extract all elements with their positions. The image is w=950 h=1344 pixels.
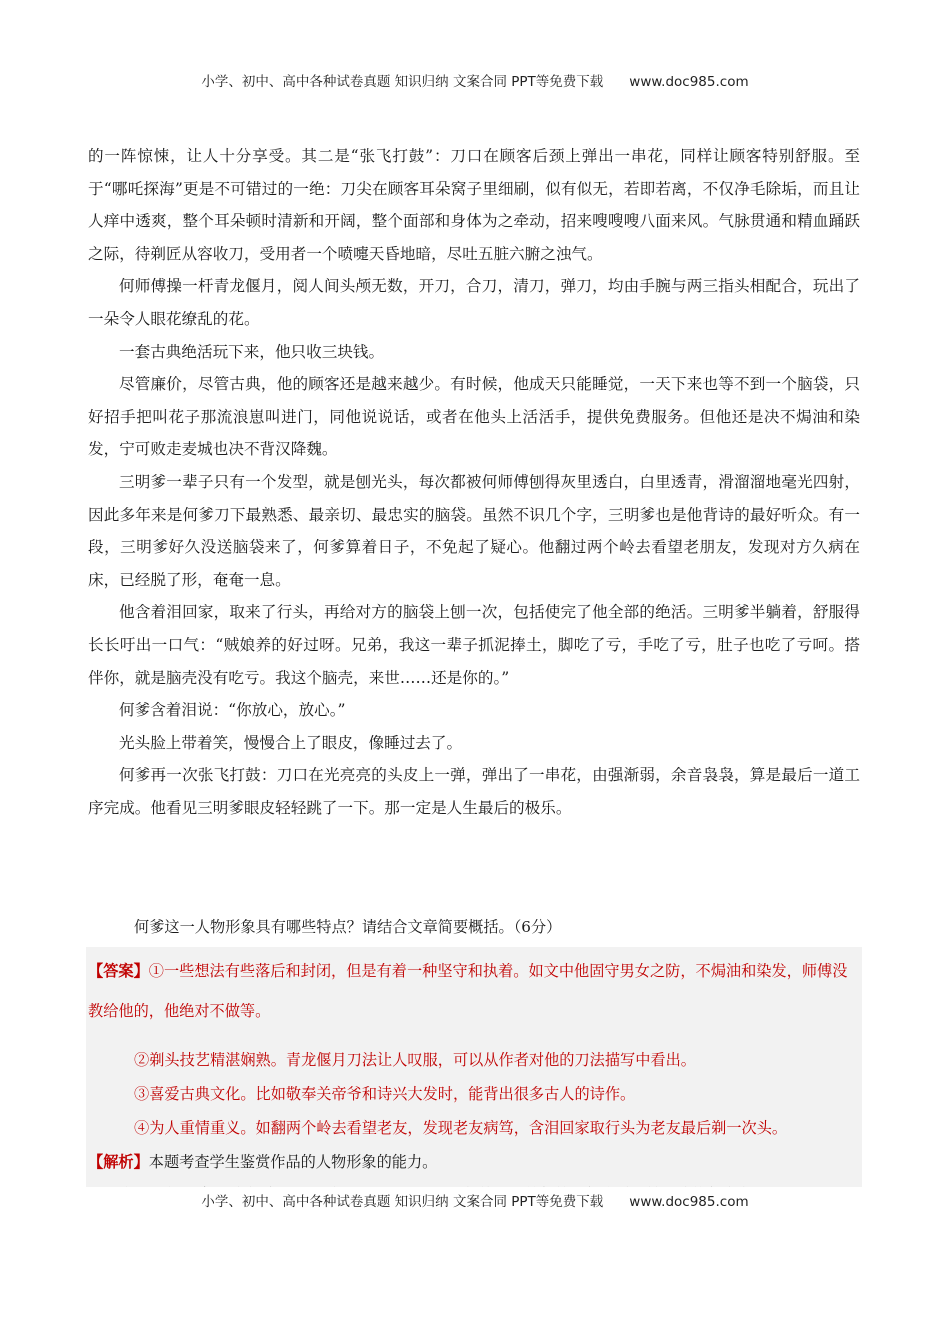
footer-text: 小学、初中、高中各种试卷真题 知识归纳 文案合同 PPT等免费下载	[201, 1194, 604, 1210]
analysis-text: 本题考查学生鉴赏作品的人物形象的能力。	[148, 1153, 438, 1171]
question-text: 何爹这一人物形象具有哪些特点？请结合文章简要概括。（6分）	[134, 918, 562, 936]
paragraph-1: 的一阵惊悚，让人十分享受。其二是“张飞打鼓”：刀口在顾客后颈上弹出一串花，同样让顾客特别舒服。至于“哪吒探海”更是不可错过的一绝：刀尖在顾客耳朵窝子里细刷，似有似无，若即若离，不仅净毛除垢，而且让人痒中透爽，整个耳朵顿时清新和开阔，整个面部和身体为之牵动，招来嗖嗖嗖八面来风。气脉贯通和精血踊跃之际，待剃匠从容收刀，受用者一个喷嚏天昏地暗，尽吐五脏六腑之浊气。	[88, 147, 860, 263]
paragraph-2: 何师傅操一杆青龙偃月，阅人间头颅无数，开刀，合刀，清刀，弹刀，均由手腕与两三指头相配合，玩出了一朵令人眼花缭乱的花。	[88, 277, 860, 328]
paragraph-3: 一套古典绝活玩下来，他只收三块钱。	[119, 342, 385, 361]
footer-url[interactable]: www.doc985.com	[629, 1194, 749, 1210]
paragraph-7: 何爹含着泪说：“你放心，放心。”	[119, 701, 346, 720]
answer-item-2: ②剃头技艺精湛娴熟。青龙偃月刀法让人叹服，可以从作者对他的刀法描写中看出。	[134, 1051, 696, 1069]
header-url[interactable]: www.doc985.com	[629, 74, 749, 90]
answer-item-1	[88, 951, 860, 1031]
answer-tag: 【答案】	[88, 962, 149, 980]
paragraph-9: 何爹再一次张飞打鼓：刀口在光亮亮的头皮上一弹，弹出了一串花，由强渐弱，余音袅袅，算是最后一道工序完成。他看见三明爹眼皮轻轻跳了一下。那一定是人生最后的极乐。	[88, 766, 860, 817]
analysis-line	[88, 1150, 860, 1174]
answer-box	[86, 947, 862, 1187]
paragraph-5: 三明爹一辈子只有一个发型，就是刨光头，每次都被何师傅刨得灰里透白，白里透青，滑溜溜地毫光四射，因此多年来是何爹刀下最熟悉、最亲切、最忠实的脑袋。虽然不识几个字，三明爹也是他背诗的最好听众。有一段，三明爹好久没送脑袋来了，何爹算着日子，不免起了疑心。他翻过两个岭去看望老朋友，发现对方久病在床，已经脱了形，奄奄一息。	[88, 472, 860, 589]
paragraph-4: 尽管廉价，尽管古典，他的顾客还是越来越少。有时候，他成天只能睡觉，一天下来也等不到一个脑袋，只好招手把叫花子那流浪崽叫进门，同他说说话，或者在他头上活活手，提供免费服务。但他还是决不焗油和染发，宁可败走麦城也决不背汉降魏。	[88, 375, 860, 459]
page-footer	[0, 1190, 950, 1210]
analysis-text-2	[122, 1183, 862, 1187]
page-header	[0, 70, 950, 90]
answer-item-3: ③喜爱古典文化。比如敬奉关帝爷和诗兴大发时，能背出很多古人的诗作。	[134, 1085, 636, 1103]
header-text: 小学、初中、高中各种试卷真题 知识归纳 文案合同 PPT等免费下载	[201, 74, 604, 90]
paragraph-6: 他含着泪回家，取来了行头，再给对方的脑袋上刨一次，包括使完了他全部的绝活。三明爹半躺着，舒服得长长吁出一口气：“贼娘养的好过呀。兄弟，我这一辈子抓泥捧土，脚吃了亏，手吃了亏，肚子也吃了亏呵。搭伴你，就是脑壳没有吃亏。我这个脑壳，来世……还是你的。”	[88, 603, 860, 687]
article-body	[88, 140, 860, 824]
answer-item-4: ④为人重情重义。如翻两个岭去看望老友，发现老友病笃，含泪回家取行头为老友最后剃一次头。	[134, 1119, 788, 1137]
analysis-tag: 【解析】	[88, 1153, 149, 1171]
paragraph-8: 光头脸上带着笑，慢慢合上了眼皮，像睡过去了。	[119, 733, 463, 752]
answer-item-1-text: ①一些想法有些落后和封闭，但是有着一种坚守和执着。如文中他固守男女之防，不焗油和染发，师傅没教给他的，他绝对不做等。	[88, 962, 848, 1020]
